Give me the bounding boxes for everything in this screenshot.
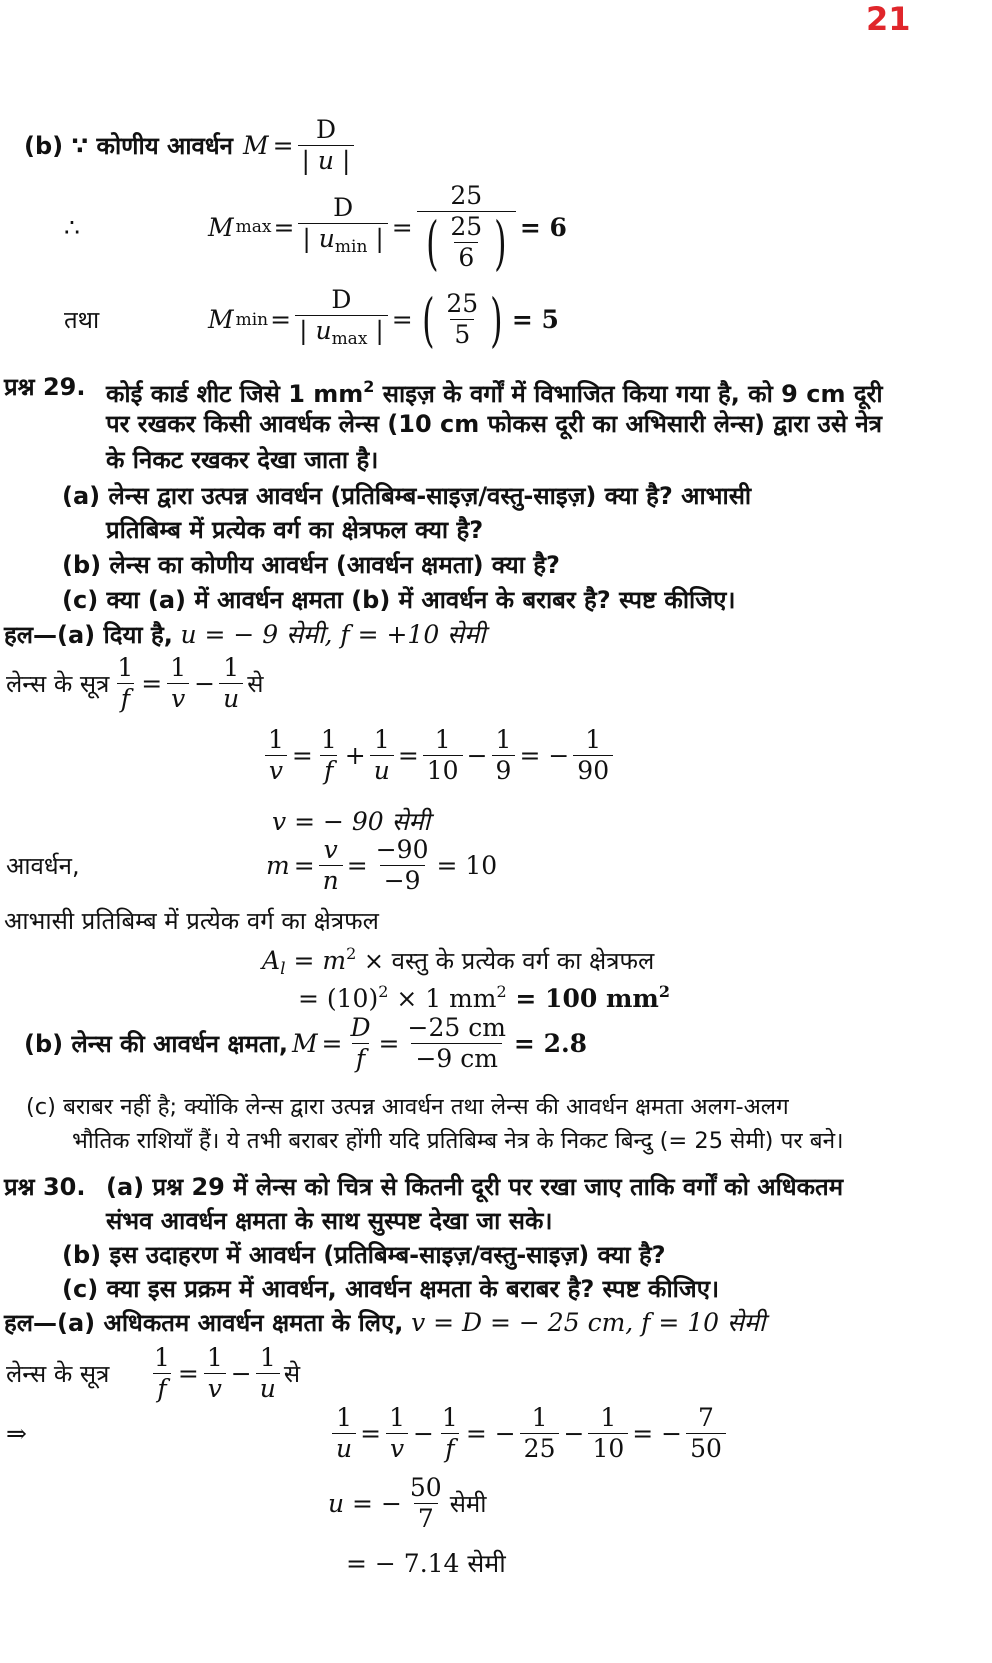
numerator: 1 xyxy=(154,1343,170,1372)
result-5: = 5 xyxy=(511,305,559,334)
magnifying-power-equation: (b) लेन्स की आवर्धन क्षमता, M = $\frac{D}{f}$ = $\frac{-25 cm}{-9 cm}$ = 2.8 xyxy=(24,1013,588,1073)
abs-close: | xyxy=(367,223,384,253)
numerator: 1 xyxy=(585,725,602,754)
abs-u: | u xyxy=(302,223,335,253)
subscript-max: max xyxy=(235,217,272,237)
superscript: 2 xyxy=(658,982,670,1001)
question-29-part-c: (c) क्या (a) में आवर्धन क्षमता (b) में आवर्धन के बराबर है? स्पष्ट कीजिए। xyxy=(62,586,736,614)
question-30-part-b: (b) इस उदाहरण में आवर्धन (प्रतिबिम्ब-साइज़/वस्तु-साइज़) क्या है? xyxy=(62,1241,666,1269)
denominator: u xyxy=(370,755,394,785)
numerator: 1 xyxy=(170,653,187,682)
area-equation-line-1 xyxy=(262,944,654,979)
question-29-line-3: के निकट रखकर देखा जाता है। xyxy=(106,446,379,474)
solution-29-given xyxy=(4,620,486,650)
question-30-line-2: संभव आवर्धन क्षमता के साथ सुस्पष्ट देखा जा सके। xyxy=(106,1207,553,1235)
lens-formula-29: लेन्स के सूत्र $\frac{1}{f}$ = $\frac{1}{v}$ − $\frac{1}{u}$ से xyxy=(6,653,264,713)
one-over-u-calculation: ⇒ $\frac{1}{u}$ = $\frac{1}{v}$ − $\frac{1}{f}$ = − $\frac{1}{25}$ − $\frac{1}{10}$ = − $\frac{7}{50}$ xyxy=(4,1404,728,1463)
denominator: v xyxy=(386,1433,408,1463)
denominator: f xyxy=(441,1433,458,1463)
magnification-equation: आवर्धन, m = $\frac{v}{n}$ = $\frac{-90}{-9}$ = 10 xyxy=(6,835,498,895)
numerator: 50 xyxy=(409,1473,442,1502)
solution-30-given xyxy=(4,1308,765,1338)
abs-close: | xyxy=(367,316,384,345)
denominator: 10 xyxy=(423,755,463,785)
text: × 1 mm xyxy=(388,984,497,1013)
denominator: 5 xyxy=(450,319,474,349)
numerator: D xyxy=(315,115,336,144)
subscript-min: min xyxy=(334,236,368,257)
denominator: 50 xyxy=(686,1433,726,1463)
question-30-label: प्रश्न 30. xyxy=(4,1173,86,1201)
question-29-line-1 xyxy=(106,372,883,409)
superscript: 2 xyxy=(346,944,357,963)
numerator: −90 xyxy=(375,835,429,864)
area-description: आभासी प्रतिबिम्ब में प्रत्येक वर्ग का क्षेत्रफल xyxy=(4,907,379,935)
question-29-part-b: (b) लेन्स का कोणीय आवर्धन (आवर्धन क्षमता) क्या है? xyxy=(62,551,560,579)
denominator: f xyxy=(117,683,134,713)
numerator: D xyxy=(331,285,352,314)
denominator: u xyxy=(219,683,243,713)
denominator: f xyxy=(153,1373,170,1403)
subscript-l: l xyxy=(280,959,286,979)
numerator: v xyxy=(323,835,338,864)
one-over-v-calculation: $\frac{1}{v}$ = $\frac{1}{f}$ + $\frac{1}{u}$ = $\frac{1}{10}$ − $\frac{1}{9}$ = − $\frac{1}{90}$ xyxy=(262,726,615,785)
numerator: 1 xyxy=(531,1403,548,1432)
numerator: 1 xyxy=(434,725,451,754)
superscript: 2 xyxy=(378,982,389,1001)
numerator: 1 xyxy=(268,725,284,754)
text: साइज़ के वर्गों में विभाजित किया गया है, को 9 cm दूरी xyxy=(374,380,883,408)
numerator: 25 xyxy=(446,289,479,318)
denominator: 10 xyxy=(588,1433,628,1463)
text: = (10) xyxy=(298,984,379,1013)
denominator: v xyxy=(167,683,189,713)
solution-label: हल—(a) अधिकतम आवर्धन क्षमता के लिए, xyxy=(4,1309,404,1337)
result-10: = 10 xyxy=(436,851,498,880)
symbol-M: M xyxy=(208,212,234,242)
denominator: f xyxy=(352,1043,369,1073)
numerator: −25 cm xyxy=(407,1013,506,1042)
lens-formula-30: लेन्स के सूत्र $\frac{1}{f}$ = $\frac{1}{v}$ − $\frac{1}{u}$ से xyxy=(6,1343,301,1403)
part-b-label: (b) ∵ कोणीय आवर्धन xyxy=(24,131,233,160)
numerator: 1 xyxy=(117,653,134,682)
question-29-line-2: पर रखकर किसी आवर्धक लेन्स (10 cm फोकस दूरी का अभिसारी लेन्स) द्वारा उसे नेत्र xyxy=(106,410,882,438)
implies-symbol: ⇒ xyxy=(6,1419,27,1448)
denominator: 6 xyxy=(454,242,478,272)
question-29-part-a-line-2: प्रतिबिम्ब में प्रत्येक वर्ग का क्षेत्रफल क्या है? xyxy=(106,516,484,544)
denominator: u xyxy=(256,1373,280,1403)
lens-formula-label: लेन्स के सूत्र xyxy=(6,1359,110,1388)
part-c-line-1: (c) बराबर नहीं है; क्योंकि लेन्स द्वारा उत्पन्न आवर्धन तथा लेन्स की आवर्धन क्षमता अलग-अलग xyxy=(26,1094,789,1120)
numerator: 1 xyxy=(373,725,390,754)
denominator: f xyxy=(320,755,337,785)
subscript-min: min xyxy=(235,309,269,330)
numerator: 1 xyxy=(259,1343,276,1372)
denominator: u xyxy=(332,1433,356,1463)
angular-magnification-definition: (b) ∵ कोणीय आवर्धन M = $\frac{D}{| u |}$ xyxy=(22,116,356,175)
denominator: −9 cm xyxy=(411,1043,502,1073)
part-c-line-2: भौतिक राशियाँ हैं। ये तभी बराबर होंगी यदि प्रतिबिम्ब नेत्र के निकट बिन्दु (= 25 सेमी) पर बने। xyxy=(72,1128,844,1154)
avardhan-label: आवर्धन, xyxy=(6,851,80,880)
denominator: 9 xyxy=(492,755,516,785)
denominator: 25 xyxy=(520,1433,560,1463)
given-values: u = − 9 सेमी, f = +10 सेमी xyxy=(180,620,486,649)
se-label: से xyxy=(283,1359,301,1388)
u-equals: u = − xyxy=(328,1489,402,1518)
text: = 100 mm xyxy=(506,984,659,1013)
question-30-part-c: (c) क्या इस प्रक्रम में आवर्धन, आवर्धन क्षमता के बराबर है? स्पष्ट कीजिए। xyxy=(62,1275,720,1303)
abs-u: | u xyxy=(299,316,332,345)
numerator: D xyxy=(333,192,354,222)
numerator: 1 xyxy=(441,1403,458,1432)
numerator: 1 xyxy=(495,725,512,754)
symbol-M: M xyxy=(242,131,269,160)
M-min-equation: तथा M min = $\frac{D}{| u_{max} |}$ = ( $\frac{25}{5}$ ) = 5 xyxy=(64,285,559,354)
u-result xyxy=(326,1474,489,1533)
denominator: −9 xyxy=(380,865,425,895)
part-b-label: (b) लेन्स की आवर्धन क्षमता, xyxy=(24,1029,288,1058)
page-number: 21 xyxy=(866,0,911,38)
numerator: 1 xyxy=(336,1403,352,1432)
numerator: 1 xyxy=(600,1403,617,1432)
text: × वस्तु के प्रत्येक वर्ग का क्षेत्रफल xyxy=(356,947,655,975)
text: कोई कार्ड शीट जिसे 1 mm xyxy=(106,380,364,408)
result-6: = 6 xyxy=(519,212,567,242)
fraction-25-over-25-6: 25 ( $\frac{25}{6}$ ) xyxy=(417,182,516,272)
fraction-D-over-umax xyxy=(295,286,388,353)
tatha-label: तथा xyxy=(64,305,100,334)
solution-label: हल—(a) दिया है, xyxy=(4,621,173,649)
denominator: v xyxy=(265,755,287,785)
numerator: 1 xyxy=(320,725,337,754)
numerator: 1 xyxy=(206,1343,223,1372)
se-label: से xyxy=(247,669,264,698)
denominator: 90 xyxy=(573,755,613,785)
v-result: v = − 90 सेमी xyxy=(272,807,430,836)
lens-formula-label: लेन्स के सूत्र xyxy=(6,669,110,698)
question-30-line-1: (a) प्रश्न 29 में लेन्स को चित्र से कितनी दूरी पर रखा जाए ताकि वर्गों को अधिकतम xyxy=(106,1173,844,1201)
area-equation-line-2 xyxy=(298,982,670,1013)
M-max-equation: ∴ M max = $\frac{D}{| u_{min} |}$ = 25 ( $\frac{25}{6}$ ) = 6 xyxy=(64,181,567,277)
numerator: D xyxy=(350,1013,371,1042)
numerator: 1 xyxy=(389,1403,405,1432)
subscript-max: max xyxy=(331,329,368,349)
numerator: 25 xyxy=(450,181,483,210)
symbol-A: A xyxy=(262,946,281,975)
numerator: 7 xyxy=(698,1403,714,1432)
denominator: n xyxy=(319,865,343,895)
unit-label: सेमी xyxy=(449,1489,487,1518)
denominator: | u | xyxy=(298,145,355,175)
symbol-M: M xyxy=(208,305,234,334)
numerator: 25 xyxy=(450,212,483,241)
numerator: 1 xyxy=(223,653,240,682)
symbol-m: m xyxy=(266,851,290,880)
superscript: 2 xyxy=(496,982,507,1001)
result-2-8: = 2.8 xyxy=(513,1029,588,1058)
given-values: v = D = − 25 cm, f = 10 सेमी xyxy=(411,1308,766,1337)
superscript: 2 xyxy=(363,377,375,396)
fraction-D-over-u xyxy=(298,116,355,175)
fraction-D-over-umin xyxy=(298,194,387,261)
therefore-symbol: ∴ xyxy=(64,212,80,242)
denominator: v xyxy=(204,1373,226,1403)
symbol-M: M xyxy=(291,1029,318,1058)
u-decimal-result: = − 7.14 सेमी xyxy=(346,1549,506,1578)
question-29-part-a: (a) लेन्स द्वारा उत्पन्न आवर्धन (प्रतिबिम्ब-साइज़/वस्तु-साइज़) क्या है? आभासी xyxy=(62,482,752,510)
text: = m xyxy=(293,946,347,975)
denominator: 7 xyxy=(414,1503,438,1533)
question-29-label: प्रश्न 29. xyxy=(4,373,86,401)
